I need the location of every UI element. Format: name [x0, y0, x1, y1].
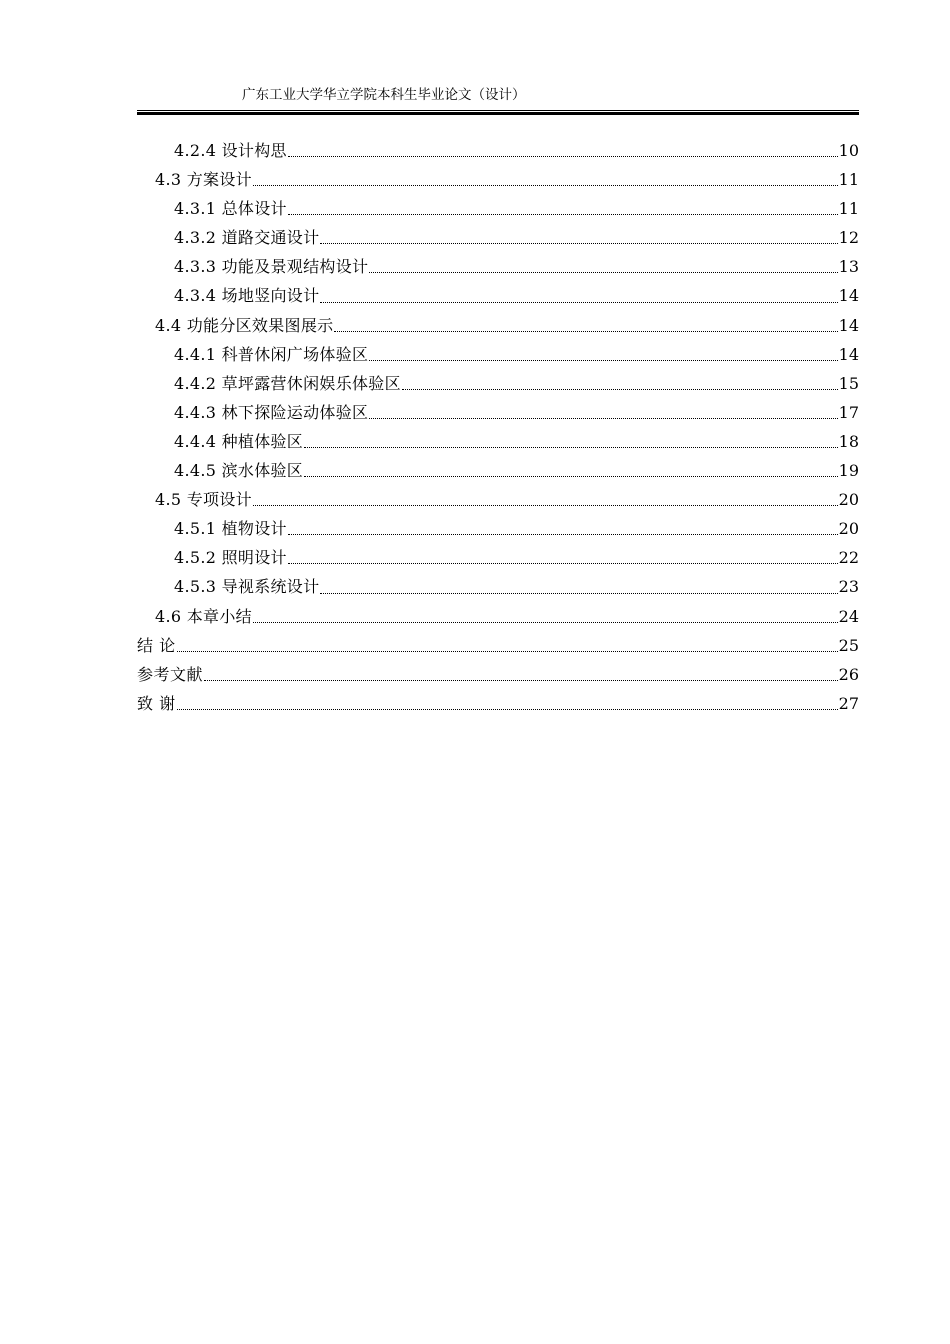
toc-entry-page-number: 23 [838, 577, 859, 597]
toc-entry[interactable] [137, 223, 859, 252]
toc-entry-title: 4.3.4 场地竖向设计 [174, 286, 320, 306]
toc-entry[interactable] [137, 689, 859, 718]
toc-entry[interactable] [137, 369, 859, 398]
toc-entry-page-number: 22 [838, 548, 859, 568]
toc-dot-leader [177, 708, 838, 710]
toc-entry[interactable] [137, 456, 859, 485]
toc-entry-title: 4.3.2 道路交通设计 [174, 228, 320, 248]
toc-entry-page-number: 26 [838, 664, 859, 684]
toc-entry-page-number: 20 [838, 519, 859, 539]
toc-entry-page-number: 13 [838, 257, 859, 277]
toc-dot-leader [334, 330, 837, 332]
toc-entry[interactable] [137, 136, 859, 165]
toc-entry-page-number: 27 [838, 693, 859, 713]
toc-entry-title: 4.5.1 植物设计 [174, 519, 287, 539]
toc-entry[interactable] [137, 340, 859, 369]
toc-entry-page-number: 11 [838, 170, 859, 190]
toc-entry-page-number: 17 [838, 402, 859, 422]
toc-entry-page-number: 12 [838, 228, 859, 248]
toc-dot-leader [204, 679, 838, 681]
header-title: 广东工业大学华立学院本科生毕业论文（设计） [242, 87, 526, 103]
toc-entry[interactable] [137, 543, 859, 572]
toc-entry-title: 4.4.5 滨水体验区 [174, 461, 304, 481]
toc-dot-leader [320, 242, 837, 244]
toc-entry[interactable] [137, 252, 859, 281]
toc-entry[interactable] [137, 194, 859, 223]
toc-entry-title: 4.3 方案设计 [155, 170, 252, 190]
toc-entry[interactable] [137, 485, 859, 514]
toc-entry[interactable] [137, 514, 859, 543]
toc-entry[interactable] [137, 281, 859, 310]
toc-entry-title: 4.5.2 照明设计 [174, 548, 287, 568]
toc-dot-leader [304, 475, 838, 477]
toc-entry-title: 4.3.1 总体设计 [174, 199, 287, 219]
toc-dot-leader [253, 184, 838, 186]
toc-dot-leader [369, 417, 837, 419]
header-rule-thick [137, 112, 859, 115]
toc-entry-title: 4.4.2 草坪露营休闲娱乐体验区 [174, 373, 401, 393]
toc-entry-page-number: 14 [838, 344, 859, 364]
page-header [137, 86, 859, 116]
toc-dot-leader [369, 359, 837, 361]
toc-entry-title: 4.6 本章小结 [155, 606, 252, 626]
toc-entry[interactable] [137, 660, 859, 689]
toc-entry-title: 4.5 专项设计 [155, 490, 252, 510]
toc-entry[interactable] [137, 602, 859, 631]
toc-entry-page-number: 10 [838, 141, 859, 160]
toc-dot-leader [288, 562, 838, 564]
toc-dot-leader [288, 533, 838, 535]
toc-entry-title: 结 论 [137, 635, 176, 655]
toc-dot-leader [177, 650, 838, 652]
toc-dot-leader [320, 301, 837, 303]
toc-dot-leader [304, 446, 838, 448]
toc-entry-page-number: 24 [838, 606, 859, 626]
toc-entry-title: 4.4.4 种植体验区 [174, 431, 304, 451]
toc-entry[interactable] [137, 427, 859, 456]
toc-entry-page-number: 14 [838, 315, 859, 335]
toc-entry-page-number: 19 [838, 461, 859, 481]
table-of-contents [137, 136, 859, 718]
toc-entry[interactable] [137, 165, 859, 194]
toc-entry[interactable] [137, 311, 859, 340]
toc-dot-leader [253, 504, 838, 506]
toc-entry[interactable] [137, 572, 859, 601]
toc-entry-title: 致 谢 [137, 693, 176, 713]
toc-entry-page-number: 25 [838, 635, 859, 655]
toc-entry-title: 4.3.3 功能及景观结构设计 [174, 257, 369, 277]
toc-entry[interactable] [137, 631, 859, 660]
toc-entry-title: 4.4.1 科普休闲广场体验区 [174, 344, 369, 364]
toc-entry-title: 4.5.3 导视系统设计 [174, 577, 320, 597]
toc-dot-leader [288, 155, 838, 157]
toc-entry-page-number: 20 [838, 490, 859, 510]
toc-entry-title: 参考文献 [137, 664, 204, 684]
toc-entry[interactable] [137, 398, 859, 427]
toc-dot-leader [253, 621, 838, 623]
toc-entry-page-number: 11 [838, 199, 859, 219]
toc-dot-leader [288, 213, 838, 215]
toc-entry-page-number: 18 [838, 431, 859, 451]
toc-dot-leader [402, 388, 838, 390]
toc-entry-page-number: 14 [838, 286, 859, 306]
toc-entry-title: 4.2.4 设计构思 [174, 141, 287, 160]
toc-dot-leader [369, 271, 837, 273]
toc-dot-leader [320, 592, 837, 594]
toc-entry-title: 4.4.3 林下探险运动体验区 [174, 402, 369, 422]
toc-entry-page-number: 15 [838, 373, 859, 393]
toc-entry-title: 4.4 功能分区效果图展示 [155, 315, 334, 335]
header-rule-thin [137, 110, 859, 111]
